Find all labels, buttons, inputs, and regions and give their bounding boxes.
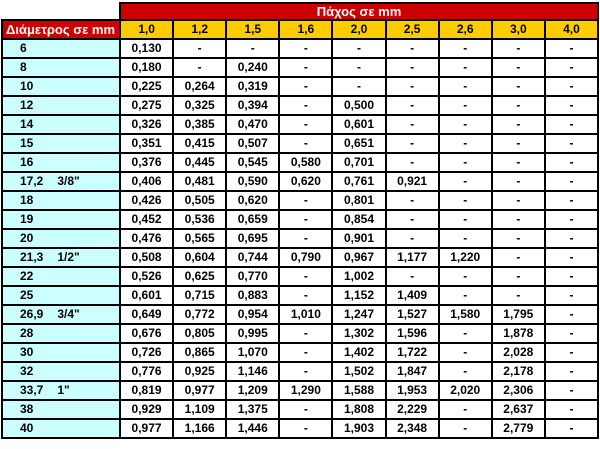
weight-cell: -: [386, 267, 439, 286]
weight-cell: 0,406: [120, 172, 173, 191]
inch-equivalent: 1/2": [57, 250, 80, 265]
weight-cell: -: [439, 96, 492, 115]
weight-cell: 0,921: [386, 172, 439, 191]
weight-cell: 1,209: [226, 381, 279, 400]
weight-cell: 0,901: [332, 229, 385, 248]
weight-cell: -: [545, 96, 598, 115]
diameter-value: 10: [20, 79, 34, 94]
weight-cell: 1,177: [386, 248, 439, 267]
weight-cell: -: [545, 305, 598, 324]
weight-cell: 0,772: [173, 305, 226, 324]
weight-cell: -: [545, 58, 598, 77]
thickness-column-header: 4,0: [545, 20, 598, 39]
weight-cell: 0,225: [120, 77, 173, 96]
diameter-cell: [2, 324, 120, 343]
weight-cell: 0,508: [120, 248, 173, 267]
thickness-column-header: 2,5: [386, 20, 439, 39]
diameter-value: 38: [20, 402, 34, 417]
table-row: [2, 248, 598, 267]
diameter-value: 22: [20, 269, 34, 284]
weight-cell: -: [545, 115, 598, 134]
weight-cell: 0,620: [226, 191, 279, 210]
weight-cell: -: [545, 343, 598, 362]
diameter-value: 17,2: [20, 174, 44, 189]
weight-cell: 2,028: [492, 343, 545, 362]
weight-cell: 0,761: [332, 172, 385, 191]
weight-cell: 2,229: [386, 400, 439, 419]
diameter-cell: [2, 191, 120, 210]
weight-cell: -: [279, 115, 332, 134]
diameter-cell: [2, 248, 120, 267]
weight-cell: -: [492, 229, 545, 248]
diameter-value: 12: [20, 98, 34, 113]
weight-cell: -: [439, 286, 492, 305]
weight-cell: 0,967: [332, 248, 385, 267]
thickness-column-header: 2,0: [332, 20, 385, 39]
thickness-column-header: 3,0: [492, 20, 545, 39]
weight-cell: -: [545, 191, 598, 210]
table-row: [2, 39, 598, 58]
diameter-value: 18: [20, 193, 34, 208]
weight-cell: -: [545, 324, 598, 343]
weight-cell: 0,264: [173, 77, 226, 96]
weight-cell: 0,507: [226, 134, 279, 153]
weight-cell: 0,726: [120, 343, 173, 362]
weight-cell: 1,596: [386, 324, 439, 343]
weight-cell: -: [545, 419, 598, 438]
table-row: [2, 153, 598, 172]
weight-cell: 0,701: [332, 153, 385, 172]
weight-cell: 0,580: [279, 153, 332, 172]
weight-cell: -: [545, 77, 598, 96]
weight-cell: 0,445: [173, 153, 226, 172]
weight-cell: 0,929: [120, 400, 173, 419]
thickness-column-header: 1,2: [173, 20, 226, 39]
weight-cell: 2,779: [492, 419, 545, 438]
table-row: [2, 191, 598, 210]
weight-cell: -: [545, 39, 598, 58]
table-row: [2, 58, 598, 77]
table-row: [2, 96, 598, 115]
weight-cell: 0,351: [120, 134, 173, 153]
thickness-column-header: 1,5: [226, 20, 279, 39]
weight-cell: 0,695: [226, 229, 279, 248]
weight-cell: 0,790: [279, 248, 332, 267]
diameter-title: Διάμετρος σε mm: [2, 20, 120, 39]
weight-cell: 0,744: [226, 248, 279, 267]
weight-cell: -: [492, 191, 545, 210]
weight-cell: -: [279, 400, 332, 419]
diameter-value: 20: [20, 231, 34, 246]
weight-cell: -: [332, 77, 385, 96]
weight-cell: 1,146: [226, 362, 279, 381]
weight-cell: -: [492, 77, 545, 96]
weight-cell: -: [226, 39, 279, 58]
thickness-column-header: 1,6: [279, 20, 332, 39]
weight-cell: -: [386, 153, 439, 172]
thickness-column-header: 1,0: [120, 20, 173, 39]
table-row: [2, 343, 598, 362]
weight-cell: 0,240: [226, 58, 279, 77]
weight-cell: 1,302: [332, 324, 385, 343]
table-row: [2, 210, 598, 229]
weight-cell: -: [492, 172, 545, 191]
table-row: [2, 324, 598, 343]
diameter-cell: [2, 419, 120, 438]
diameter-cell: [2, 343, 120, 362]
weight-cell: 2,020: [439, 381, 492, 400]
weight-cell: 0,776: [120, 362, 173, 381]
weight-cell: -: [545, 362, 598, 381]
weight-cell: -: [279, 96, 332, 115]
diameter-cell: [2, 96, 120, 115]
weight-cell: 1,903: [332, 419, 385, 438]
weight-cell: 1,010: [279, 305, 332, 324]
table-row: [2, 381, 598, 400]
weight-cell: -: [386, 77, 439, 96]
weight-cell: -: [439, 267, 492, 286]
diameter-cell: [2, 210, 120, 229]
weight-cell: -: [279, 134, 332, 153]
weight-cell: 0,651: [332, 134, 385, 153]
table-row: [2, 362, 598, 381]
column-header-row: [2, 20, 598, 39]
weight-cell: -: [386, 96, 439, 115]
table-row: [2, 115, 598, 134]
diameter-value: 8: [20, 60, 27, 75]
weight-cell: -: [386, 134, 439, 153]
diameter-value: 40: [20, 421, 34, 436]
weight-cell: -: [492, 286, 545, 305]
weight-cell: 1,002: [332, 267, 385, 286]
weight-cell: 1,070: [226, 343, 279, 362]
weight-cell: 0,394: [226, 96, 279, 115]
weight-cell: 1,878: [492, 324, 545, 343]
weight-cell: 1,375: [226, 400, 279, 419]
weight-cell: 1,527: [386, 305, 439, 324]
weight-cell: 0,130: [120, 39, 173, 58]
weight-cell: -: [386, 210, 439, 229]
weight-cell: -: [279, 362, 332, 381]
weight-cell: -: [439, 229, 492, 248]
weight-cell: 0,676: [120, 324, 173, 343]
weight-cell: 0,452: [120, 210, 173, 229]
weight-cell: -: [492, 210, 545, 229]
weight-cell: 1,247: [332, 305, 385, 324]
weight-cell: 0,625: [173, 267, 226, 286]
diameter-cell: [2, 134, 120, 153]
weight-cell: -: [492, 39, 545, 58]
weight-cell: -: [439, 324, 492, 343]
diameter-cell: [2, 172, 120, 191]
weight-cell: -: [545, 172, 598, 191]
diameter-cell: [2, 77, 120, 96]
diameter-cell: [2, 362, 120, 381]
weight-cell: 1,847: [386, 362, 439, 381]
weight-cell: -: [279, 191, 332, 210]
weight-cell: 0,954: [226, 305, 279, 324]
weight-cell: -: [545, 153, 598, 172]
weight-cell: 1,402: [332, 343, 385, 362]
diameter-cell: [2, 115, 120, 134]
weight-cell: -: [439, 58, 492, 77]
inch-equivalent: 1": [57, 383, 70, 398]
weight-cell: -: [279, 267, 332, 286]
weight-cell: 0,565: [173, 229, 226, 248]
weight-cell: 0,659: [226, 210, 279, 229]
weight-cell: 1,502: [332, 362, 385, 381]
weight-cell: -: [279, 343, 332, 362]
inch-equivalent: 3/8": [57, 174, 80, 189]
weight-cell: -: [545, 381, 598, 400]
weight-cell: 1,795: [492, 305, 545, 324]
weight-cell: -: [279, 229, 332, 248]
weight-cell: 0,620: [279, 172, 332, 191]
weight-cell: 2,306: [492, 381, 545, 400]
weight-cell: 1,953: [386, 381, 439, 400]
weight-cell: -: [332, 58, 385, 77]
weight-cell: -: [439, 343, 492, 362]
weight-cell: -: [173, 39, 226, 58]
weight-cell: 0,481: [173, 172, 226, 191]
thickness-title: Πάχος σε mm: [120, 3, 598, 20]
weight-cell: 1,588: [332, 381, 385, 400]
weight-cell: -: [439, 134, 492, 153]
weight-cell: 1,166: [173, 419, 226, 438]
diameter-value: 32: [20, 364, 34, 379]
diameter-value: 15: [20, 136, 34, 151]
diameter-cell: [2, 400, 120, 419]
corner-blank-cell: [2, 3, 120, 20]
weight-cell: 0,526: [120, 267, 173, 286]
weight-cell: -: [439, 400, 492, 419]
weight-cell: 0,376: [120, 153, 173, 172]
weight-cell: 0,470: [226, 115, 279, 134]
diameter-value: 19: [20, 212, 34, 227]
weight-cell: -: [439, 210, 492, 229]
weight-cell: -: [386, 229, 439, 248]
diameter-cell: [2, 381, 120, 400]
weight-cell: -: [492, 134, 545, 153]
weight-cell: -: [279, 58, 332, 77]
weight-cell: 0,536: [173, 210, 226, 229]
weight-cell: 0,476: [120, 229, 173, 248]
weight-cell: -: [279, 419, 332, 438]
weight-cell: -: [386, 191, 439, 210]
table-row: [2, 305, 598, 324]
weight-cell: -: [492, 96, 545, 115]
weight-cell: -: [279, 324, 332, 343]
weight-cell: 2,178: [492, 362, 545, 381]
weight-cell: 0,883: [226, 286, 279, 305]
weight-cell: -: [545, 210, 598, 229]
table-row: [2, 286, 598, 305]
weight-cell: -: [439, 191, 492, 210]
weight-cell: -: [492, 248, 545, 267]
weight-cell: -: [492, 58, 545, 77]
weight-cell: -: [386, 39, 439, 58]
weight-cell: 0,275: [120, 96, 173, 115]
diameter-cell: [2, 229, 120, 248]
weight-cell: 0,819: [120, 381, 173, 400]
weight-cell: -: [492, 153, 545, 172]
weight-cell: 0,319: [226, 77, 279, 96]
weight-cell: 0,649: [120, 305, 173, 324]
weight-cell: 0,500: [332, 96, 385, 115]
weight-cell: 1,290: [279, 381, 332, 400]
table-row: [2, 419, 598, 438]
weight-cell: 1,109: [173, 400, 226, 419]
weight-cell: -: [439, 419, 492, 438]
weight-cell: 0,601: [120, 286, 173, 305]
weight-cell: 0,977: [120, 419, 173, 438]
table-row: [2, 400, 598, 419]
weight-cell: 0,604: [173, 248, 226, 267]
weight-cell: 2,348: [386, 419, 439, 438]
weight-cell: -: [545, 400, 598, 419]
table-row: [2, 134, 598, 153]
weight-cell: -: [439, 172, 492, 191]
weight-cell: 0,715: [173, 286, 226, 305]
weight-cell: 0,995: [226, 324, 279, 343]
diameter-cell: [2, 153, 120, 172]
diameter-value: 33,7: [20, 383, 44, 398]
diameter-value: 25: [20, 288, 34, 303]
table-row: [2, 267, 598, 286]
weight-cell: 1,446: [226, 419, 279, 438]
weight-cell: 0,325: [173, 96, 226, 115]
weight-cell: 0,865: [173, 343, 226, 362]
weight-cell: -: [545, 229, 598, 248]
diameter-cell: [2, 58, 120, 77]
weight-cell: -: [545, 134, 598, 153]
weight-cell: 0,977: [173, 381, 226, 400]
weight-cell: 1,220: [439, 248, 492, 267]
table-row: [2, 229, 598, 248]
weight-cell: -: [279, 39, 332, 58]
weight-cell: 0,426: [120, 191, 173, 210]
weight-cell: -: [279, 210, 332, 229]
weight-cell: 1,722: [386, 343, 439, 362]
diameter-value: 26,9: [20, 307, 44, 322]
thickness-column-header: 2,6: [439, 20, 492, 39]
weight-cell: -: [279, 77, 332, 96]
weight-cell: 0,326: [120, 115, 173, 134]
weight-cell: -: [439, 115, 492, 134]
diameter-cell: [2, 267, 120, 286]
diameter-cell: [2, 39, 120, 58]
weight-cell: 0,601: [332, 115, 385, 134]
weight-cell: 0,854: [332, 210, 385, 229]
weight-cell: -: [332, 39, 385, 58]
weight-cell: -: [386, 115, 439, 134]
weight-cell: 0,925: [173, 362, 226, 381]
diameter-value: 28: [20, 326, 34, 341]
weight-cell: 0,545: [226, 153, 279, 172]
table-row: [2, 77, 598, 96]
weight-cell: 0,801: [332, 191, 385, 210]
weight-cell: -: [439, 39, 492, 58]
weight-cell: 0,805: [173, 324, 226, 343]
weight-cell: 0,505: [173, 191, 226, 210]
thickness-header-row: [2, 3, 598, 20]
weight-cell: 0,415: [173, 134, 226, 153]
weight-cell: 2,637: [492, 400, 545, 419]
diameter-value: 21,3: [20, 250, 44, 265]
weight-cell: -: [439, 153, 492, 172]
diameter-value: 16: [20, 155, 34, 170]
weight-cell: 1,409: [386, 286, 439, 305]
weight-cell: -: [386, 58, 439, 77]
weight-cell: -: [439, 362, 492, 381]
weight-cell: -: [439, 77, 492, 96]
weight-cell: 0,385: [173, 115, 226, 134]
weight-cell: 1,580: [439, 305, 492, 324]
weight-cell: -: [545, 248, 598, 267]
weight-cell: -: [545, 267, 598, 286]
weight-cell: -: [173, 58, 226, 77]
table-row: [2, 172, 598, 191]
weight-cell: 0,770: [226, 267, 279, 286]
weight-cell: -: [492, 267, 545, 286]
weight-cell: 0,180: [120, 58, 173, 77]
weight-cell: 1,152: [332, 286, 385, 305]
diameter-cell: [2, 286, 120, 305]
pipe-weight-table: [1, 2, 599, 439]
diameter-value: 30: [20, 345, 34, 360]
weight-cell: -: [279, 286, 332, 305]
diameter-value: 6: [20, 41, 27, 56]
diameter-cell: [2, 305, 120, 324]
weight-cell: 0,590: [226, 172, 279, 191]
diameter-value: 14: [20, 117, 34, 132]
weight-cell: -: [492, 115, 545, 134]
inch-equivalent: 3/4": [57, 307, 80, 322]
weight-cell: 1,808: [332, 400, 385, 419]
weight-cell: -: [545, 286, 598, 305]
